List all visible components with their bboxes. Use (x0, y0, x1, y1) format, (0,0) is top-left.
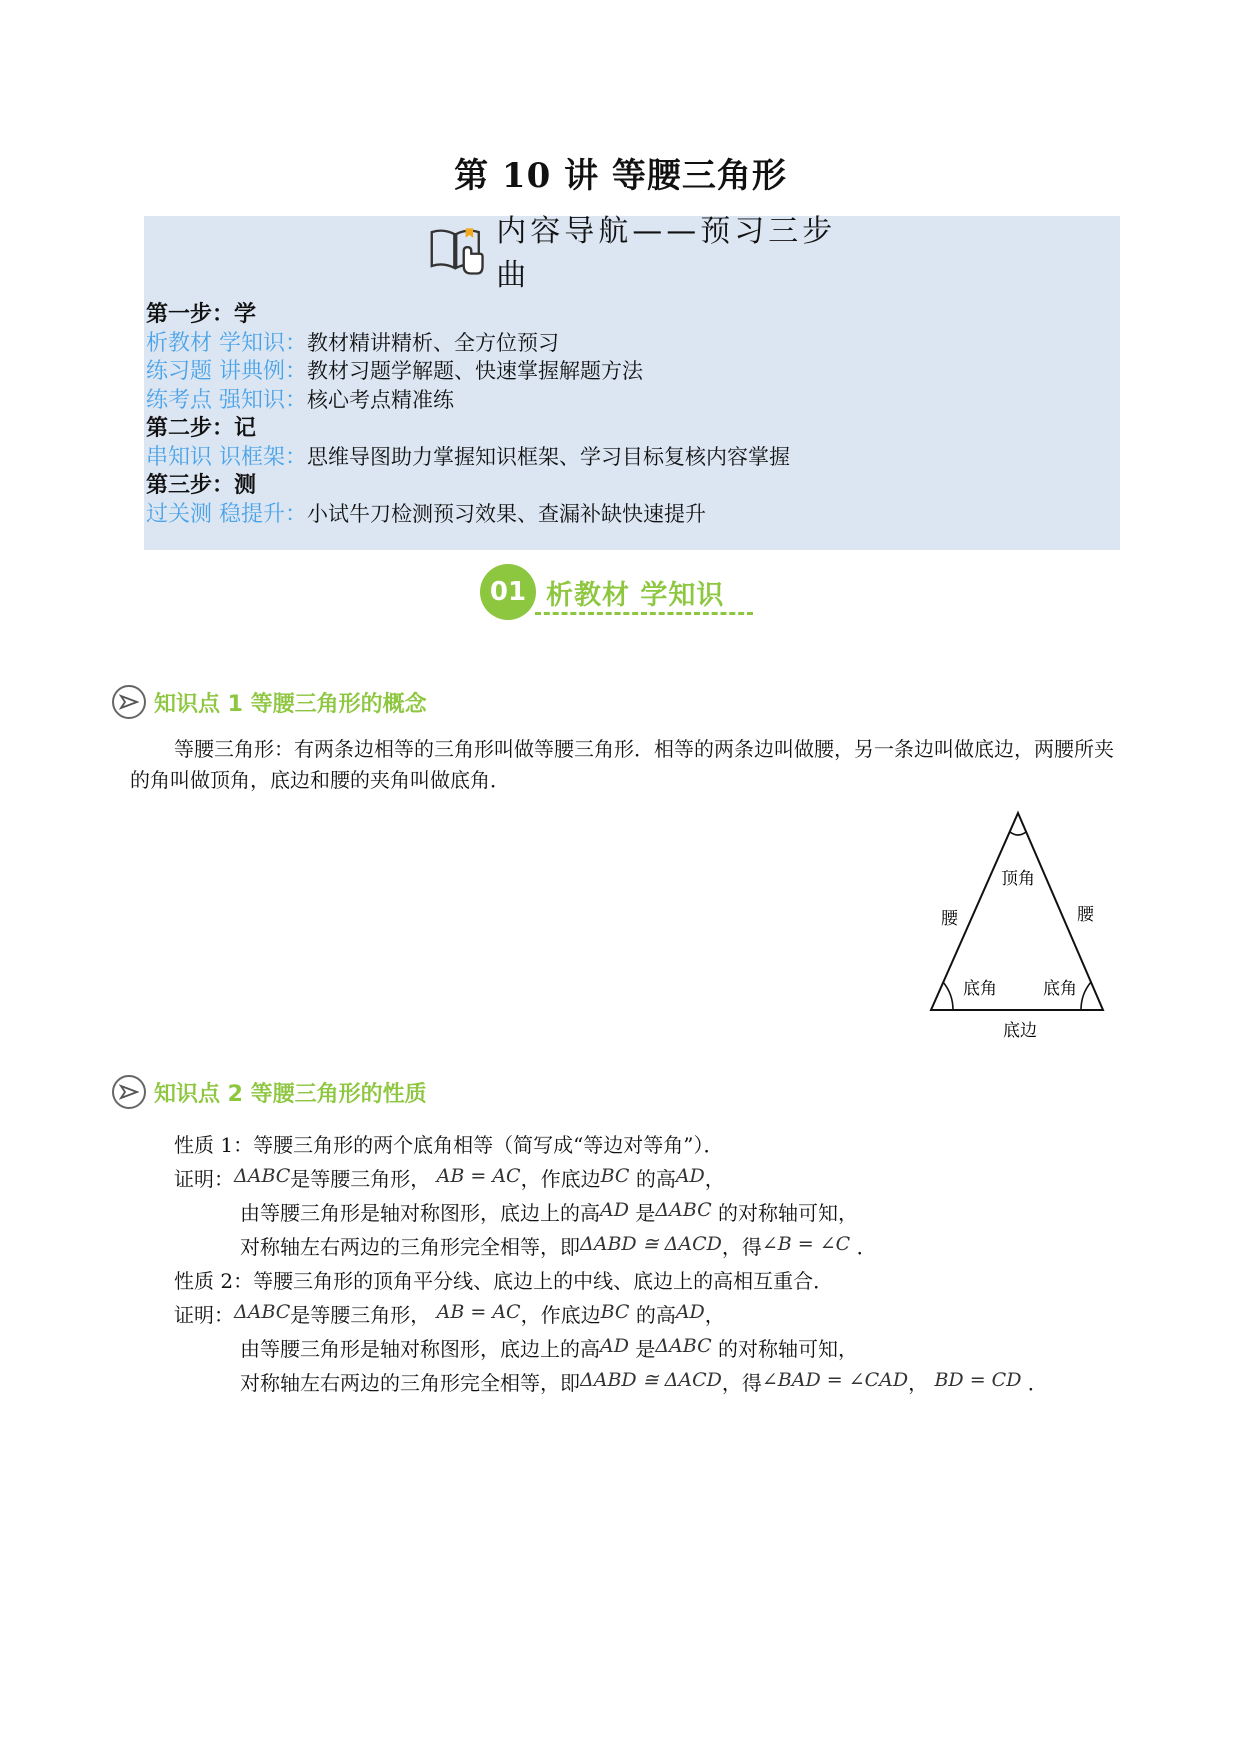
book-pointer-icon (428, 221, 486, 279)
step-two: 第二步：记 (146, 415, 257, 441)
math-expr: ΔABC (655, 1335, 712, 1357)
nav-item-key: 过关测 稳提升： (146, 501, 307, 527)
nav-item-key: 练考点 强知识： (146, 387, 307, 413)
nav-item-key: 练习题 讲典例： (146, 359, 307, 384)
math-expr: ΔABC (234, 1301, 291, 1323)
knowledge-point-1-heading (112, 682, 427, 722)
nav-item (146, 386, 790, 415)
arrow-circle-icon (112, 685, 146, 719)
section-underline (535, 612, 753, 615)
nav-item-desc: 教材精讲精析、全方位预习 (307, 330, 559, 355)
math-expr: AD (600, 1335, 629, 1357)
proof-2-line-2 (240, 1334, 858, 1365)
knowledge-point-2-heading (112, 1072, 427, 1112)
proof-1-line-1 (174, 1164, 725, 1195)
proof-text: 的对称轴可知， (717, 1201, 858, 1225)
math-expr: BC (600, 1301, 630, 1323)
right-base-angle-label: 底角 (1043, 979, 1077, 999)
left-leg-label: 腰 (941, 909, 958, 929)
math-expr: AD (675, 1165, 705, 1187)
proof-text: ，得 (721, 1371, 762, 1395)
math-expr: ∠BAD = ∠CAD (761, 1369, 909, 1391)
nav-item-desc: 核心考点精准练 (307, 387, 454, 412)
proof-text: 对称轴左右两边的三角形完全相等，即 (240, 1235, 580, 1259)
proof-text: 证明： (174, 1167, 234, 1191)
right-leg-label: 腰 (1077, 905, 1094, 925)
nav-item (146, 329, 790, 358)
proof-text: ， (908, 1371, 929, 1395)
math-expr: ΔABC (234, 1165, 291, 1187)
nav-step-list (146, 300, 790, 528)
isosceles-definition: 等腰三角形：有两条边相等的三角形叫做等腰三角形．相等的两条边叫做腰，另一条边叫做底边，两腰所夹的角叫做顶角，底边和腰的夹角叫做底角． (130, 737, 1114, 792)
section-title: 析教材 学知识 (546, 579, 725, 611)
proof-text: 由等腰三角形是轴对称图形，底边上的高 (240, 1337, 600, 1361)
proof-text: ． (856, 1235, 877, 1259)
math-expr: BC (600, 1165, 630, 1187)
proof-text: 证明： (174, 1303, 234, 1327)
property-2: 性质 2：等腰三角形的顶角平分线、底边上的中线、底边上的高相互重合． (174, 1269, 834, 1293)
page-title: 第 10 讲 等腰三角形 (454, 156, 787, 196)
nav-item-desc: 小试牛刀检测预习效果、查漏补缺快速提升 (307, 501, 706, 526)
arrow-circle-icon (112, 1075, 146, 1109)
proof-text: 是 (635, 1201, 656, 1225)
math-expr: AD (600, 1199, 629, 1221)
proof-text: 是 (635, 1337, 656, 1361)
nav-item-key: 串知识 识框架： (146, 444, 307, 470)
property-1: 性质 1：等腰三角形的两个底角相等（简写成“等边对等角”）． (174, 1133, 724, 1157)
proof-2-line-3 (240, 1368, 1048, 1399)
proof-text: ，得 (721, 1235, 762, 1259)
right-base-angle-arc (1081, 982, 1091, 1010)
left-base-angle-label: 底角 (963, 979, 997, 999)
nav-item (146, 357, 790, 386)
proof-text: 是等腰三角形， (290, 1303, 431, 1327)
proof-2-line-1 (174, 1300, 725, 1331)
math-expr: ΔABD ≅ ΔACD (580, 1233, 722, 1255)
proof-1-line-2 (240, 1198, 858, 1229)
apex-angle-label: 顶角 (1001, 869, 1035, 889)
math-expr: AD (675, 1301, 705, 1323)
section-number-badge: 01 (480, 564, 536, 620)
base-label: 底边 (1003, 1021, 1037, 1041)
nav-header (428, 214, 848, 293)
isosceles-triangle-figure (925, 808, 1125, 1048)
nav-item-key: 析教材 学知识： (146, 330, 307, 356)
proof-text: 的高 (635, 1167, 676, 1191)
apex-angle-arc (1010, 832, 1026, 835)
content-navigation-box (144, 216, 1120, 550)
math-expr: AB = AC (436, 1165, 521, 1187)
proof-text: 的高 (635, 1303, 676, 1327)
knowledge-point-2-title: 知识点 2 等腰三角形的性质 (154, 1081, 427, 1107)
nav-item-desc: 思维导图助力掌握知识框架、学习目标复核内容掌握 (307, 444, 790, 469)
proof-text: 是等腰三角形， (290, 1167, 431, 1191)
left-base-angle-arc (943, 982, 953, 1010)
math-expr: AB = AC (436, 1301, 521, 1323)
nav-item-desc: 教材习题学解题、快速掌握解题方法 (307, 359, 643, 383)
proof-text: ， (704, 1167, 725, 1191)
nav-item (146, 443, 790, 472)
step-three: 第三步：测 (146, 472, 257, 498)
knowledge-point-1-title: 知识点 1 等腰三角形的概念 (154, 691, 427, 717)
proof-text: ． (1027, 1371, 1048, 1395)
nav-item (146, 500, 790, 529)
math-expr: ΔABD ≅ ΔACD (580, 1369, 722, 1391)
proof-text: ，作底边 (520, 1303, 601, 1327)
proof-text: 由等腰三角形是轴对称图形，底边上的高 (240, 1201, 600, 1225)
math-expr: ∠B = ∠C (761, 1233, 851, 1255)
proof-text: ，作底边 (520, 1167, 601, 1191)
math-expr: ΔABC (655, 1199, 712, 1221)
step-one: 第一步：学 (146, 301, 257, 327)
proof-1-line-3 (240, 1232, 877, 1263)
proof-text: ， (704, 1303, 725, 1327)
proof-text: 的对称轴可知， (717, 1337, 858, 1361)
math-expr: BD = CD (934, 1369, 1022, 1391)
proof-text: 对称轴左右两边的三角形完全相等，即 (240, 1371, 580, 1395)
nav-header-title: 内容导航——预习三步曲 (496, 214, 837, 293)
